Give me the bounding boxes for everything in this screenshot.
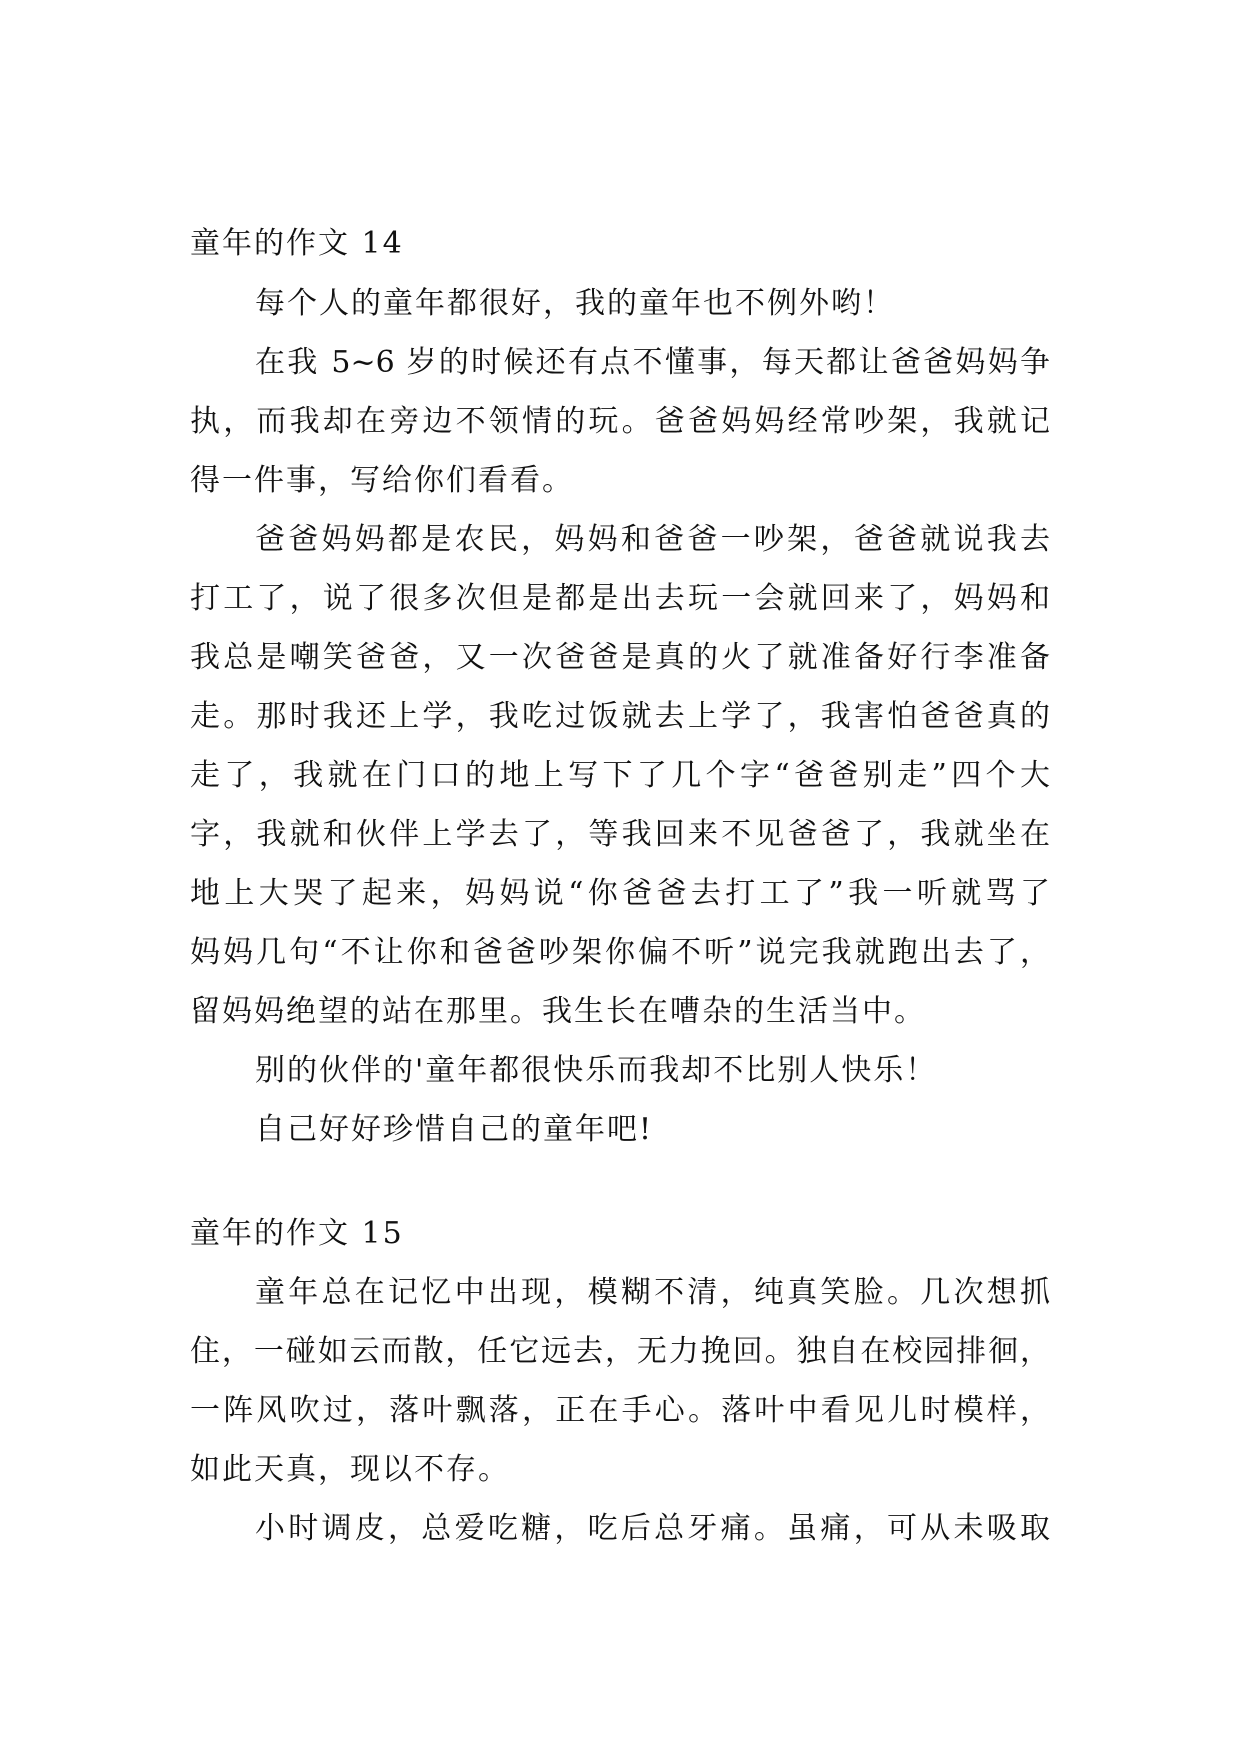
essay-14-line: 得一件事，写给你们看看。 [190, 463, 574, 498]
essay-14-line: 打工了，说了很多次但是都是出去玩一会就回来了，妈妈和 [190, 581, 1050, 616]
essay-15-line: 小时调皮，总爱吃糖，吃后总牙痛。虽痛，可从未吸取 [255, 1511, 1050, 1546]
essay-15-line: 住，一碰如云而散，任它远去，无力挽回。独自在校园排徊， [190, 1334, 1050, 1369]
essay-14-line: 执，而我却在旁边不领情的玩。爸爸妈妈经常吵架，我就记 [190, 404, 1050, 439]
essay-14-title: 童年的作文 14 [190, 226, 404, 261]
essay-15-line: 如此天真，现以不存。 [190, 1452, 510, 1487]
essay-14-line: 地上大哭了起来，妈妈说“你爸爸去打工了”我一听就骂了 [190, 876, 1050, 911]
essay-15-title: 童年的作文 15 [190, 1216, 404, 1251]
essay-14-line: 走。那时我还上学，我吃过饭就去上学了，我害怕爸爸真的 [190, 699, 1050, 734]
essay-14-line: 留妈妈绝望的站在那里。我生长在嘈杂的生活当中。 [190, 994, 926, 1029]
essay-14-line: 别的伙伴的'童年都很快乐而我却不比别人快乐！ [255, 1053, 938, 1088]
essay-14-line: 每个人的童年都很好，我的童年也不例外哟！ [255, 286, 895, 321]
essay-14-line: 我总是嘲笑爸爸，又一次爸爸是真的火了就准备好行李准备 [190, 640, 1050, 675]
essay-14-line: 走了，我就在门口的地上写下了几个字“爸爸别走”四个大 [190, 758, 1050, 793]
essay-15-line: 童年总在记忆中出现，模糊不清，纯真笑脸。几次想抓 [255, 1275, 1050, 1310]
essay-14-line: 在我 5~6 岁的时候还有点不懂事，每天都让爸爸妈妈争 [255, 345, 1050, 380]
essay-14-line: 爸爸妈妈都是农民，妈妈和爸爸一吵架，爸爸就说我去 [255, 522, 1050, 557]
essay-14-line: 字，我就和伙伴上学去了，等我回来不见爸爸了，我就坐在 [190, 817, 1050, 852]
essay-14-line: 妈妈几句“不让你和爸爸吵架你偏不听”说完我就跑出去了， [190, 935, 1050, 970]
essay-14-line: 自己好好珍惜自己的童年吧! [255, 1112, 654, 1147]
essay-15-line: 一阵风吹过，落叶飘落，正在手心。落叶中看见儿时模样， [190, 1393, 1050, 1428]
